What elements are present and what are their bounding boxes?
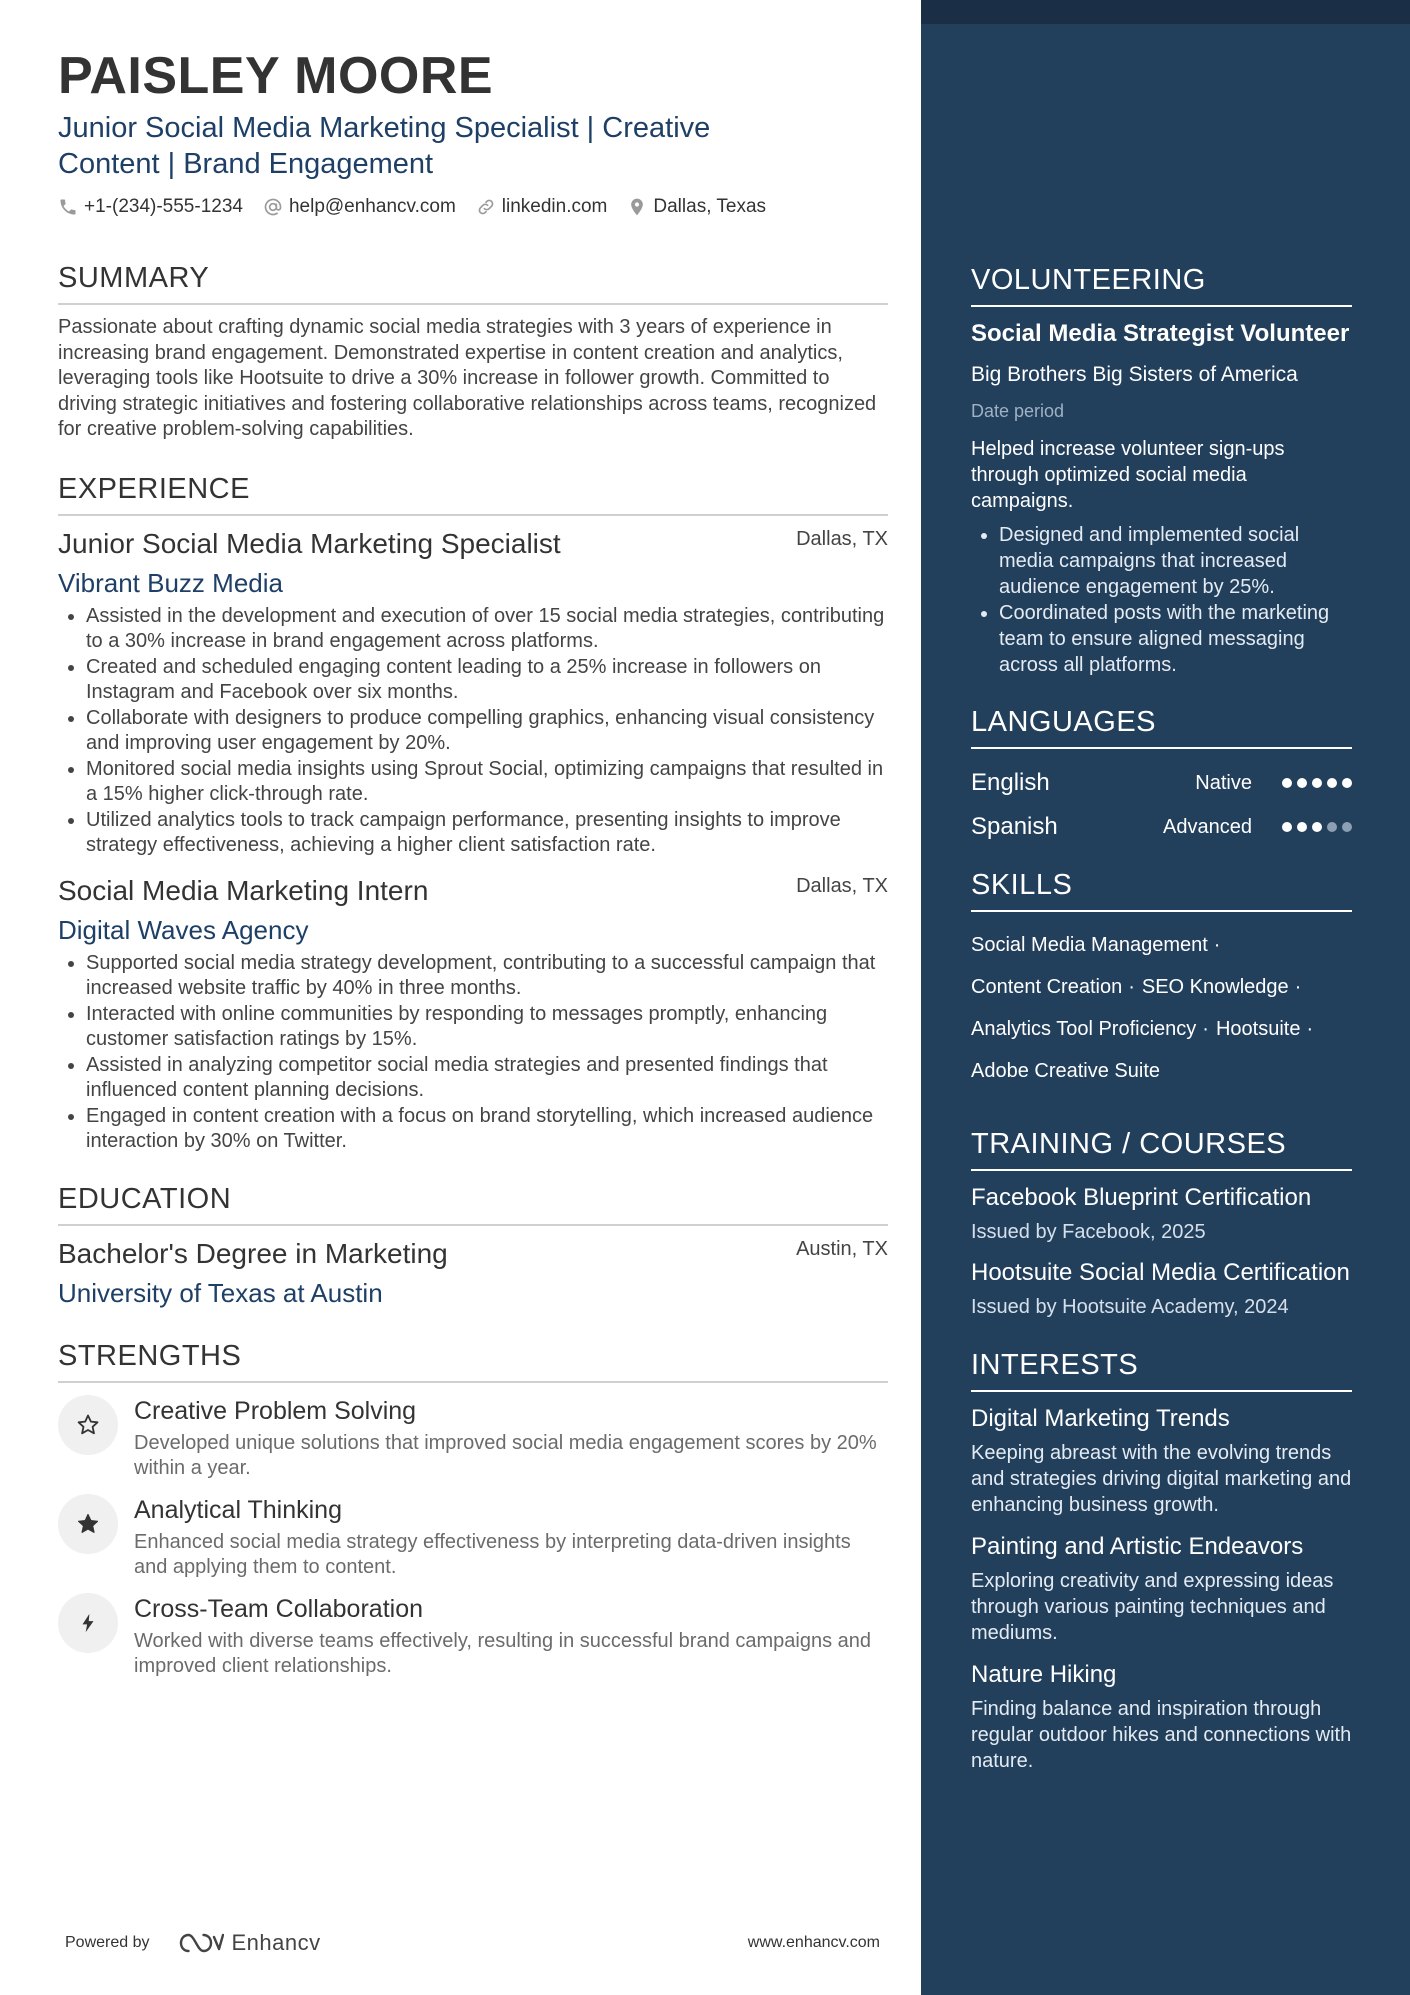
job-title: Social Media Marketing Intern — [58, 874, 429, 906]
powered-by-text: Powered by — [65, 1934, 150, 1951]
headline-line-2: Content | Brand Engagement — [58, 148, 434, 180]
skill-text: Content Creation — [971, 976, 1123, 998]
rating-dot-empty — [1342, 822, 1352, 832]
volunteer-role: Social Media Strategist Volunteer — [971, 320, 1350, 347]
skills-section — [971, 869, 1352, 1092]
summary-heading: SUMMARY — [58, 262, 888, 305]
enhancv-logo-icon — [178, 1931, 224, 1955]
strength-item — [58, 1593, 888, 1680]
strength-desc: Enhanced social media strategy effectiveness by interpreting data-driven insights and applying them to content. — [134, 1530, 851, 1578]
interest-title: Painting and Artistic Endeavors — [971, 1533, 1304, 1560]
education-section — [58, 1183, 888, 1310]
volunteer-bullet: • Coordinated posts with the marketing team to ensure aligned messaging across all platforms. — [999, 600, 1352, 678]
skill-tag — [1142, 966, 1301, 1008]
skill-tag — [1216, 1008, 1313, 1050]
rating-dot-filled — [1312, 778, 1322, 788]
school: University of Texas at Austin — [58, 1277, 383, 1308]
rating-dot-filled — [1297, 778, 1307, 788]
course-issuer: Issued by Facebook, 2025 — [971, 1221, 1206, 1243]
interest-item — [971, 1660, 1352, 1774]
strength-title: Creative Problem Solving — [134, 1396, 417, 1425]
job-company: Digital Waves Agency — [58, 914, 309, 945]
language-row — [971, 761, 1352, 805]
job-bullet: • Created and scheduled engaging content leading to a 25% increase in followers on Instagram and Facebook over six months. — [86, 655, 888, 706]
volunteer-org: Big Brothers Big Sisters of America — [971, 363, 1298, 386]
volunteer-desc: Helped increase volunteer sign-ups through optimized social media campaigns. — [971, 438, 1285, 512]
skill-text: SEO Knowledge — [1141, 976, 1289, 998]
interest-item — [971, 1532, 1352, 1646]
footer — [65, 1930, 880, 1956]
language-rating — [1282, 778, 1352, 788]
sidebar-content — [971, 264, 1352, 1774]
job-bullet: • Assisted in analyzing competitor social media strategies and presented findings that influenced content planning decisions. — [86, 1053, 888, 1104]
star-outline-icon — [58, 1395, 118, 1455]
contact-website[interactable] — [476, 196, 608, 218]
course-issuer: Issued by Hootsuite Academy, 2024 — [971, 1296, 1289, 1318]
rating-dot-filled — [1327, 778, 1337, 788]
education-location: Austin, TX — [796, 1237, 888, 1260]
job-bullet: • Monitored social media insights using Sprout Social, optimizing campaigns that resulted in a 15% higher click-through rate. — [86, 757, 888, 808]
skill-separator: · — [1128, 976, 1135, 998]
skill-text: Social Media Management — [971, 934, 1208, 956]
link-icon — [476, 197, 496, 217]
interest-title: Digital Marketing Trends — [971, 1405, 1230, 1432]
skill-tag — [971, 924, 1220, 966]
job-bullet: • Utilized analytics tools to track campaign performance, presenting insights to improve strategy effectiveness, achieving a higher client satisfaction rate. — [86, 808, 888, 859]
languages-section — [971, 706, 1352, 849]
sidebar — [921, 0, 1410, 1995]
contact-email[interactable] — [263, 196, 456, 218]
interests-section — [971, 1349, 1352, 1774]
skill-tag — [971, 1050, 1160, 1092]
skill-tag — [971, 966, 1135, 1008]
language-name: Spanish — [971, 813, 1058, 840]
summary-section — [58, 262, 888, 443]
rating-dot-empty — [1327, 822, 1337, 832]
strength-desc: Developed unique solutions that improved social media engagement scores by 20% within a year. — [134, 1431, 877, 1479]
strength-item — [58, 1395, 888, 1482]
skill-separator: · — [1306, 1018, 1314, 1040]
skill-text: Analytics Tool Proficiency — [971, 1018, 1197, 1040]
skill-separator: · — [1294, 976, 1302, 998]
skills-heading: SKILLS — [971, 869, 1352, 912]
experience-section — [58, 473, 888, 1155]
interest-title: Nature Hiking — [971, 1661, 1117, 1688]
footer-url[interactable]: www.enhancv.com — [747, 1934, 880, 1951]
course-title: Facebook Blueprint Certification — [971, 1184, 1312, 1211]
strengths-section — [58, 1340, 888, 1680]
volunteer-bullets — [971, 522, 1352, 678]
job-location: Dallas, TX — [796, 527, 888, 550]
job-bullet: • Supported social media strategy development, contributing to a successful campaign that increased website traffic by 40% in three months. — [86, 951, 888, 1002]
star-filled-icon — [58, 1494, 118, 1554]
volunteer-bullet: • Designed and implemented social media campaigns that increased audience engagement by 25%. — [999, 522, 1352, 600]
contact-bar — [58, 196, 888, 218]
rating-dot-filled — [1282, 822, 1292, 832]
job-entry — [58, 873, 888, 1155]
job-location: Dallas, TX — [796, 874, 888, 897]
lightning-icon — [58, 1593, 118, 1653]
training-heading: TRAINING / COURSES — [971, 1128, 1352, 1171]
job-bullet: • Engaged in content creation with a focus on brand storytelling, which increased audience interaction by 30% on Twitter. — [86, 1104, 888, 1155]
job-header — [58, 526, 888, 562]
interest-item — [971, 1404, 1352, 1518]
job-title: Junior Social Media Marketing Specialist — [58, 527, 561, 559]
education-heading: EDUCATION — [58, 1183, 888, 1226]
skill-separator: · — [1213, 934, 1221, 956]
course-title: Hootsuite Social Media Certification — [971, 1259, 1350, 1286]
contact-location — [627, 196, 766, 218]
course-item — [971, 1258, 1352, 1319]
job-company: Vibrant Buzz Media — [58, 567, 283, 598]
sidebar-top-band — [921, 0, 1410, 24]
language-level: Advanced — [1163, 815, 1252, 838]
skill-text: Hootsuite — [1215, 1018, 1301, 1040]
headline — [58, 110, 888, 182]
training-section — [971, 1128, 1352, 1319]
skill-text: Adobe Creative Suite — [971, 1060, 1161, 1082]
brand-name: Enhancv — [231, 1930, 321, 1955]
strength-title: Analytical Thinking — [134, 1495, 342, 1524]
job-bullet: • Collaborate with designers to produce compelling graphics, enhancing visual consistency and improving user engagement by 20%. — [86, 706, 888, 757]
interest-desc: Keeping abreast with the evolving trends and strategies driving digital marketing and enhancing business growth. — [971, 1442, 1352, 1516]
volunteer-date: Date period — [971, 401, 1065, 421]
email-text: help@enhancv.com — [288, 196, 456, 217]
job-entry — [58, 526, 888, 859]
location-text: Dallas, Texas — [653, 196, 767, 217]
job-bullet: • Assisted in the development and execution of over 15 social media strategies, contributing to a 30% increase in brand engagement across platforms. — [86, 604, 888, 655]
rating-dot-filled — [1312, 822, 1322, 832]
contact-phone[interactable] — [58, 196, 243, 218]
phone-icon — [58, 197, 78, 217]
job-bullets — [58, 604, 888, 859]
skills-list — [971, 924, 1352, 1092]
language-name: English — [971, 769, 1050, 796]
website-text: linkedin.com — [501, 196, 608, 217]
brand-block — [65, 1930, 321, 1956]
main-column — [58, 46, 888, 1680]
interest-desc: Exploring creativity and expressing ideas through various painting techniques and mediums. — [971, 1570, 1334, 1644]
skill-separator: · — [1202, 1018, 1209, 1040]
job-bullets — [58, 951, 888, 1155]
summary-text: Passionate about crafting dynamic social media strategies with 3 years of experience in increasing brand engagement. Demonstrated expertise in content creation and analytics, leveraging tools like Hootsuite to drive a 30% increase in follower growth. Committed to driving strategic initiatives and fostering collaborative relationships across teams, recognized for creative problem-solving capabilities. — [58, 316, 877, 440]
interest-desc: Finding balance and inspiration through regular outdoor hikes and connections with nature. — [971, 1698, 1352, 1772]
education-header — [58, 1236, 888, 1272]
rating-dot-filled — [1342, 778, 1352, 788]
strength-title: Cross-Team Collaboration — [134, 1594, 424, 1623]
strengths-heading: STRENGTHS — [58, 1340, 888, 1383]
languages-heading: LANGUAGES — [971, 706, 1352, 749]
location-pin-icon — [627, 197, 647, 217]
rating-dot-filled — [1297, 822, 1307, 832]
language-level: Native — [1195, 771, 1252, 794]
candidate-name: PAISLEY MOORE — [58, 47, 494, 105]
phone-text: +1-(234)-555-1234 — [84, 196, 243, 217]
headline-line-1: Junior Social Media Marketing Specialist | Creative — [58, 112, 711, 144]
job-header — [58, 873, 888, 909]
course-item — [971, 1183, 1352, 1244]
degree: Bachelor's Degree in Marketing — [58, 1237, 448, 1269]
strength-desc: Worked with diverse teams effectively, resulting in successful brand campaigns and improved client relationships. — [134, 1629, 872, 1677]
language-rating — [1282, 822, 1352, 832]
at-icon — [263, 197, 283, 217]
job-bullet: • Interacted with online communities by responding to messages promptly, enhancing customer satisfaction ratings by 15%. — [86, 1002, 888, 1053]
interests-heading: INTERESTS — [971, 1349, 1352, 1392]
volunteering-heading: VOLUNTEERING — [971, 264, 1352, 307]
experience-heading: EXPERIENCE — [58, 473, 888, 516]
volunteering-section — [971, 264, 1352, 678]
skill-tag — [971, 1008, 1209, 1050]
language-row — [971, 805, 1352, 849]
rating-dot-filled — [1282, 778, 1292, 788]
strength-item — [58, 1494, 888, 1581]
